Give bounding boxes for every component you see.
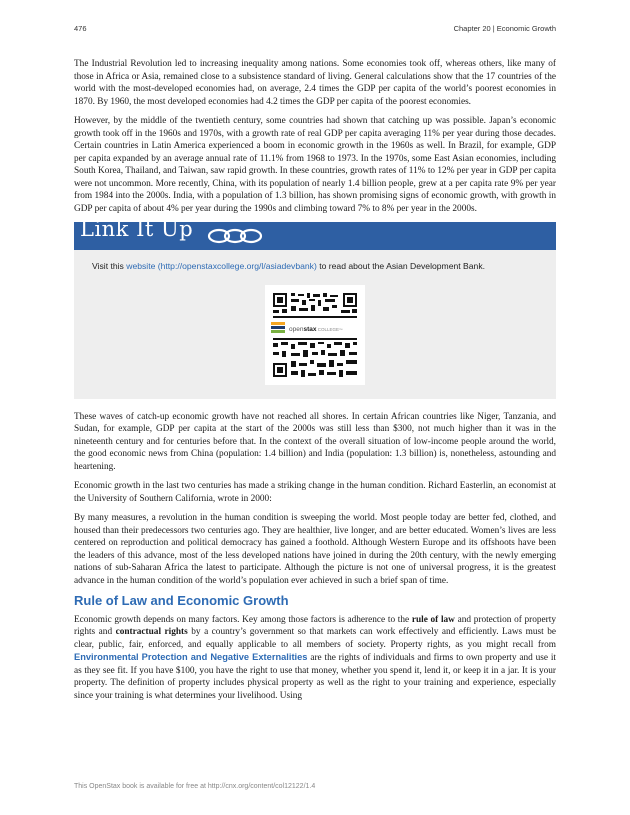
section-heading: Rule of Law and Economic Growth [74,593,289,608]
rule-text-1: Economic growth depends on many factors. Key among those factors is adherence to the [74,614,412,625]
page-number: 476 [74,24,87,33]
link-it-up-text [74,250,556,273]
chapter-title: Chapter 20 | Economic Growth [453,24,556,33]
asiadevbank-link[interactable]: website (http://openstaxcollege.org/l/asiadevbank) [126,261,317,271]
page-body [74,58,556,709]
easterlin-quote: By many measures, a revolution in the human condition is sweeping the world. Most people today are better fed, clothed, and housed than their predecessors two centuries ago. They are healthier, live longer, and are better educated. Women’s lives are less centered on reproduction and political democracy has gained a foothold. Although Western Europe and its offshoots have been the leaders of this advance, most of the less developed nations have joined in during the 20th century, with the newly emerging nations of sub-Saharan Africa the latest to participate. Although the picture is not one of universal progress, it is the greatest advance in the human condition of the world’s population ever achieved in such a brief span of time. [74,513,556,586]
svg-text:openstax COLLEGE™ [289,326,343,333]
paragraph-rule-of-law [74,614,556,703]
logo-open: open [289,325,304,333]
chain-link-icon [207,227,263,250]
qr-code[interactable] [265,285,365,385]
link-it-up-box [74,217,556,399]
openstax-logo [271,322,343,333]
link-it-up-title: Link It Up [80,217,194,241]
paragraph-easterlin-intro: Economic growth in the last two centuries has made a striking change in the human condition. Richard Easterlin, an economist at the University of Southern California, wrote in 2000: [74,481,556,504]
logo-stax: stax [303,325,317,333]
qr-code-image [265,285,365,385]
rule-text-4: are the rights of individuals and firms to own property and use it as they see fit. If you have $100, you have the right to use that money, whether you spend it, lend it, or keep it in a jar. It is your property. The definition of property includes physical property as well as the right to your training and experience, especially since your training is what determines your livelihood. Using [74,653,556,701]
link-it-up-banner [74,217,556,250]
qr-upper [273,293,357,318]
qr-lower [273,338,357,377]
externalities-chapter-link[interactable]: Environmental Protection and Negative Externalities [74,652,308,662]
page-footer: This OpenStax book is available for free at http://cnx.org/content/col12122/1.4 [74,783,316,790]
logo-tm: ™ [339,327,343,332]
rule-text-2: and protection of property rights and [74,614,556,637]
term-contractual-rights: contractual rights [115,627,188,637]
paragraph-catch-up-waves: These waves of catch-up economic growth have not reached all shores. In certain African countries like Niger, Tanzania, and Sudan, for example, GDP per capita at the start of the 2000s was still less than $300, not much higher than it was in the nineteenth century and for centuries before that. In the context of the overall situation of low-income people around the world, the good economic news from China (population: 1.4 billion) and India (population: 1.3 billion) is, nonetheless, astounding and heartening. [74,411,556,472]
visit-suffix: to read about the Asian Development Bank. [316,261,486,271]
paragraph-industrial-revolution: The Industrial Revolution led to increasing inequality among nations. Some economies took off, whereas others, like many of those in Africa or Asia, remained close to a subsistence standard of living. General calculations show that the 17 countries of the world with the most-developed economies had, on average, 2.4 times the GDP per capita of the world’s poorest economies in 1870. By 1960, the most developed economies had 4.2 times the GDP per capita of the poorest economies. [74,59,556,107]
logo-college: COLLEGE [316,326,339,332]
rule-text-3: by a country’s government so that markets can work effectively and efficiently. Laws must be clear, public, fair, enforced, and equally applicable to all members of society. Property rights, as you might recall from [74,627,557,650]
paragraph-catching-up: However, by the middle of the twentieth century, some countries had shown that catching up was possible. Japan’s economic growth took off in the 1960s and 1970s, with a growth rate of real GDP per capita averaging 11% per year during those decades. Certain countries in Latin America experienced a boom in economic growth in the 1960s as well. In Brazil, for example, GDP per capita expanded by an average annual rate of 11.1% from 1968 to 1973. In the 1970s, some East Asian economies, including South Korea, Thailand, and Taiwan, saw rapid growth. In these countries, growth rates of 11% to 12% per year in GDP per capita were not uncommon. More recently, China, with its population of nearly 1.4 billion people, grew at a per capita rate 9% per year from 1984 into the 2000s. India, with a population of 1.3 billion, has shown promising signs of economic growth, with growth in GDP per capita of about 4% per year during the 1990s and climbing toward 7% to 8% per year in the 2000s. [74,116,556,214]
term-rule-of-law: rule of law [411,614,455,625]
visit-prefix: Visit this [92,261,127,271]
